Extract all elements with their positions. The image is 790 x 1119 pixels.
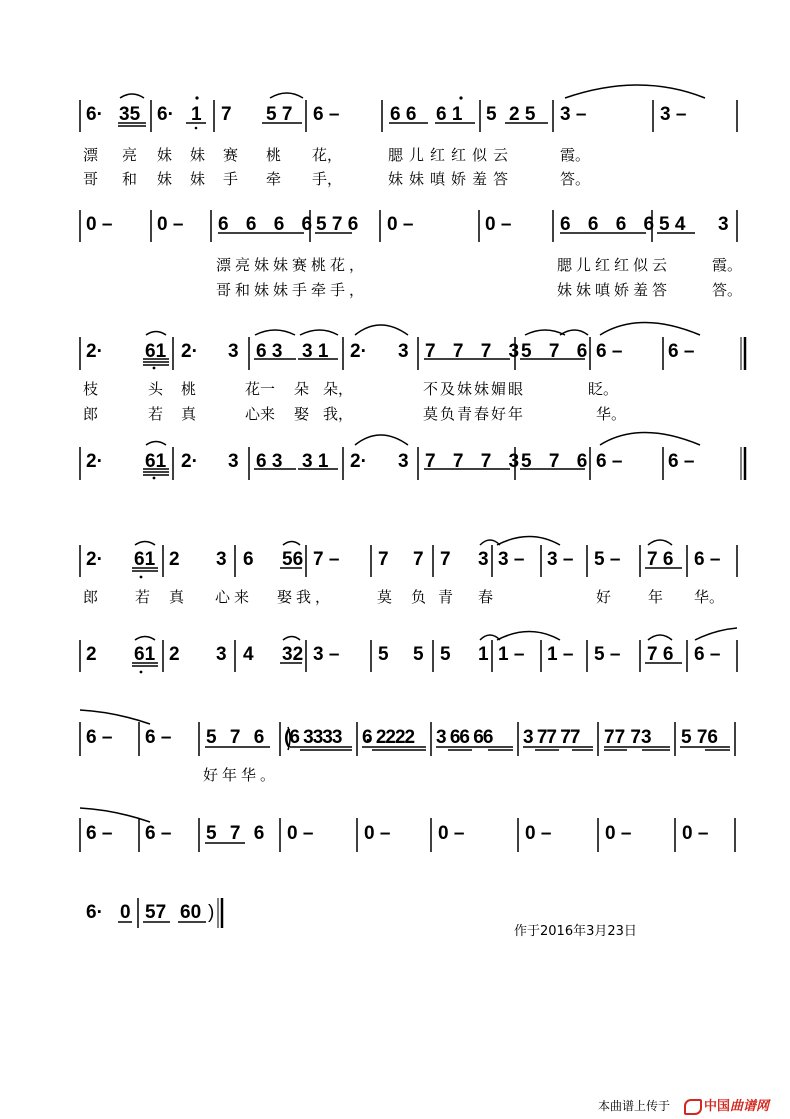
s2-lyric1-w7: 不及妹妹媚眼 bbox=[423, 380, 526, 398]
s1-lyric1-w5: 赛 bbox=[223, 146, 239, 164]
s1-lyric1-w9: 霞。 bbox=[560, 146, 591, 164]
s1-lyric2-w9: 答。 bbox=[560, 170, 591, 188]
s3-lower-n3: 2 bbox=[169, 644, 180, 665]
s4-upper-n3: 5 7 6 bbox=[206, 727, 269, 748]
s2-upper-n4: 3 bbox=[228, 341, 239, 362]
s3-upper-n5: 6 bbox=[243, 549, 254, 570]
s2-lyric1-w1: 枝 bbox=[83, 380, 99, 398]
s1-lyric2-w8: 妹妹嗔娇羞答 bbox=[388, 170, 515, 188]
s3-lower-n2: 61 bbox=[134, 644, 156, 665]
s2-lower-n2: 61 bbox=[145, 451, 167, 472]
s1-lower-n5: 0 – bbox=[387, 214, 414, 235]
s3-lower-n12: 1 – bbox=[498, 644, 525, 665]
s1-upper-n5: 7 bbox=[221, 104, 232, 125]
s1-lower-lyric1-c: 霞。 bbox=[712, 256, 743, 274]
s1-lower-lyric1-a: 漂亮妹妹赛桃花， bbox=[216, 256, 369, 274]
s2-upper-n6: 3 1 bbox=[302, 341, 329, 362]
s3-lyric-w3: 真 bbox=[169, 588, 185, 606]
s3-upper-n16: 6 – bbox=[694, 549, 721, 570]
s3-lower-n11: 1 bbox=[478, 644, 489, 665]
composition-date: 作于2016年3月23日 bbox=[514, 924, 637, 939]
s3-upper-n9: 7 bbox=[413, 549, 424, 570]
s3-lower-n16: 6 – bbox=[694, 644, 721, 665]
s1-lower-lyric2-a: 哥和妹妹手牵手， bbox=[216, 281, 369, 299]
s3-lyric-w5: 娶我， bbox=[277, 588, 335, 606]
s2-upper-n12: 6 – bbox=[668, 341, 695, 362]
s2-lower-n4: 3 bbox=[228, 451, 239, 472]
s2-lower-n9: 7 7 7 3 bbox=[425, 451, 526, 472]
s3-lyric-w1: 郎 bbox=[83, 588, 99, 606]
s2-lyric2-w6: 我， bbox=[323, 405, 354, 423]
s1-lyric2-w1: 哥 bbox=[83, 170, 99, 188]
s2-lower-n11: 6 – bbox=[596, 451, 623, 472]
s3-upper-n14: 5 – bbox=[594, 549, 621, 570]
s4-upper-n4: (6 3333 bbox=[284, 727, 342, 748]
s3-upper-n3: 2 bbox=[169, 549, 180, 570]
s3-lower-n14: 5 – bbox=[594, 644, 621, 665]
s2-lyric2-w2: 若 bbox=[148, 405, 164, 423]
s4-lower-n7: 0 – bbox=[525, 823, 552, 844]
s3-upper-n6: 56 bbox=[282, 549, 304, 570]
s2-lyric1-w5: 朵 bbox=[294, 380, 310, 398]
s3-upper-n10: 7 bbox=[440, 549, 451, 570]
s1-lower-n3: 6 6 6 6 bbox=[218, 214, 319, 235]
s2-lower-n12: 6 – bbox=[668, 451, 695, 472]
s3-lyric-w2: 若 bbox=[135, 588, 151, 606]
s3-lower-n13: 1 – bbox=[547, 644, 574, 665]
s3-lyric-w10: 年 bbox=[648, 588, 664, 606]
s4-lower-n1: 6 – bbox=[86, 823, 113, 844]
s4-lower-n9: 0 – bbox=[682, 823, 709, 844]
s5-n5: ) bbox=[208, 902, 215, 923]
s4-upper-n7: 3 77 77 bbox=[523, 727, 580, 748]
s2-upper-n3: 2· bbox=[181, 341, 198, 362]
s1-upper-n3: 6· bbox=[157, 104, 174, 125]
s4-lower-n8: 0 – bbox=[605, 823, 632, 844]
s3-lyric-w7: 负青 bbox=[411, 588, 466, 606]
s1-upper-n9: 6 1 bbox=[436, 104, 463, 125]
s1-lower-n1: 0 – bbox=[86, 214, 113, 235]
s2-lyric1-w4: 花一 bbox=[245, 380, 276, 398]
s1-lower-lyric1-b: 腮儿红红似云 bbox=[557, 256, 672, 274]
s2-lyric2-w3: 真 bbox=[181, 405, 197, 423]
s2-lyric2-w4: 心来 bbox=[245, 405, 276, 423]
s1-upper-n2: 35 bbox=[119, 104, 141, 125]
s1-lower-n9: 3 bbox=[718, 214, 729, 235]
s3-upper-n15: 7 6 bbox=[647, 549, 674, 570]
s5-n1: 6· bbox=[86, 902, 103, 923]
s3-upper-n4: 3 bbox=[216, 549, 227, 570]
logo-text-red: 中国 bbox=[704, 1099, 731, 1114]
s2-lyric1-w3: 桃 bbox=[181, 380, 197, 398]
s2-lower-n6: 3 1 bbox=[302, 451, 329, 472]
s3-upper-n11: 3 bbox=[478, 549, 489, 570]
s1-upper-n13: 3 – bbox=[660, 104, 687, 125]
s2-upper-n7: 2· bbox=[350, 341, 367, 362]
s4-upper-n8: 77 73 bbox=[604, 727, 652, 748]
s3-lyric-w8: 春 bbox=[478, 588, 494, 606]
s3-upper-n7: 7 – bbox=[313, 549, 340, 570]
s4-upper-n5: 6 2222 bbox=[362, 727, 415, 748]
s1-lyric1-w2: 亮 bbox=[122, 146, 138, 164]
s4-lower-n2: 6 – bbox=[145, 823, 172, 844]
s4-lyric-w1: 好年华。 bbox=[203, 766, 280, 784]
s3-lower-n9: 5 bbox=[413, 644, 424, 665]
s1-upper-n8: 6 6 bbox=[390, 104, 417, 125]
s3-lower-n5: 4 bbox=[243, 644, 254, 665]
s1-lyric2-w4: 妹 bbox=[190, 170, 206, 188]
s1-lyric1-w7: 花， bbox=[312, 146, 343, 164]
s2-upper-n1: 2· bbox=[86, 341, 103, 362]
s2-lower-n5: 6 3 bbox=[256, 451, 283, 472]
s1-upper-n1: 6· bbox=[86, 104, 103, 125]
s2-lyric2-w5: 娶 bbox=[294, 405, 310, 423]
s2-upper-n8: 3 bbox=[398, 341, 409, 362]
s4-upper-n2: 6 – bbox=[145, 727, 172, 748]
s1-lower-n4: 5 7 6 bbox=[316, 214, 359, 235]
s1-lower-n7: 6 6 6 6 bbox=[560, 214, 661, 235]
s1-lyric2-w3: 妹 bbox=[157, 170, 173, 188]
s3-upper-n2: 61 bbox=[134, 549, 156, 570]
site-logo bbox=[684, 1095, 769, 1115]
s1-lower-lyric2-b: 妹妹嗔娇羞答 bbox=[557, 281, 672, 299]
s3-lower-n6: 32 bbox=[282, 644, 304, 665]
s3-upper-n8: 7 bbox=[378, 549, 389, 570]
s2-lower-n8: 3 bbox=[398, 451, 409, 472]
s2-lyric1-w8: 眨。 bbox=[588, 380, 619, 398]
s3-lower-n7: 3 – bbox=[313, 644, 340, 665]
s1-upper-n12: 3 – bbox=[560, 104, 587, 125]
upload-note: 本曲谱上传于 bbox=[598, 1099, 671, 1113]
s2-lyric2-w7: 莫负青春好年 bbox=[423, 405, 526, 423]
s1-lower-lyric2-c: 答。 bbox=[712, 281, 743, 299]
s2-upper-n5: 6 3 bbox=[256, 341, 283, 362]
s1-lower-n2: 0 – bbox=[157, 214, 184, 235]
s2-upper-n2: 61 bbox=[145, 341, 167, 362]
s2-lower-n1: 2· bbox=[86, 451, 103, 472]
s4-upper-n6: 3 66 66 bbox=[436, 727, 493, 748]
s2-lyric1-w6: 朵， bbox=[323, 380, 354, 398]
s3-lyric-w6: 莫 bbox=[377, 588, 393, 606]
s4-lower-n3: 5 7 6 bbox=[206, 823, 269, 844]
s2-lyric1-w2: 头 bbox=[148, 380, 164, 398]
s1-upper-n10: 5 bbox=[486, 104, 497, 125]
s2-lower-n3: 2· bbox=[181, 451, 198, 472]
s5-n3: 57 bbox=[145, 902, 167, 923]
s1-lower-n6: 0 – bbox=[485, 214, 512, 235]
logo-text: 曲谱网 bbox=[730, 1099, 770, 1114]
s1-lyric2-w7: 手， bbox=[312, 170, 343, 188]
s3-lyric-w11: 华。 bbox=[694, 588, 725, 606]
s2-lyric2-w1: 郎 bbox=[83, 405, 99, 423]
s3-upper-n12: 3 – bbox=[498, 549, 525, 570]
s1-upper-n6: 5 7 bbox=[266, 104, 293, 125]
s4-lower-n5: 0 – bbox=[364, 823, 391, 844]
s1-upper-n7: 6 – bbox=[313, 104, 340, 125]
s4-lower-n6: 0 – bbox=[438, 823, 465, 844]
s3-lower-n8: 5 bbox=[378, 644, 389, 665]
s2-lyric2-w8: 华。 bbox=[596, 405, 627, 423]
s5-n2: 0 bbox=[120, 902, 131, 923]
s2-upper-n10: 5 7 6 bbox=[521, 341, 594, 362]
s1-lyric1-w1: 漂 bbox=[83, 146, 99, 164]
s2-lower-n7: 2· bbox=[350, 451, 367, 472]
s2-upper-n9: 7 7 7 3 bbox=[425, 341, 526, 362]
s3-upper-n13: 3 – bbox=[547, 549, 574, 570]
s4-upper-n9: 5 76 bbox=[681, 727, 718, 748]
s1-upper-n4: 1 bbox=[191, 104, 202, 125]
s1-upper-n11: 2 5 bbox=[509, 104, 536, 125]
s1-lyric2-w6: 牵 bbox=[266, 170, 282, 188]
s5-n4: 60 bbox=[180, 902, 202, 923]
s3-lyric-w9: 好 bbox=[596, 588, 612, 606]
s2-upper-n11: 6 – bbox=[596, 341, 623, 362]
s2-lower-n10: 5 7 6 bbox=[521, 451, 594, 472]
s4-lower-n4: 0 – bbox=[287, 823, 314, 844]
s3-lower-n15: 7 6 bbox=[647, 644, 674, 665]
s3-lyric-w4: 心来 bbox=[215, 588, 254, 606]
s3-lower-n4: 3 bbox=[216, 644, 227, 665]
logo-mark-icon bbox=[684, 1099, 702, 1115]
s3-upper-n1: 2· bbox=[86, 549, 103, 570]
s3-lower-n1: 2 bbox=[86, 644, 97, 665]
s1-lower-n8: 5 4 bbox=[659, 214, 686, 235]
s1-lyric2-w2: 和 bbox=[122, 170, 138, 188]
s4-upper-n1: 6 – bbox=[86, 727, 113, 748]
s3-lower-n10: 5 bbox=[440, 644, 451, 665]
s1-lyric1-w4: 妹 bbox=[190, 146, 206, 164]
s1-lyric1-w8: 腮儿红红似云 bbox=[388, 146, 515, 164]
s1-lyric1-w6: 桃 bbox=[266, 146, 282, 164]
s1-lyric2-w5: 手 bbox=[223, 170, 239, 188]
s1-lyric1-w3: 妹 bbox=[157, 146, 173, 164]
